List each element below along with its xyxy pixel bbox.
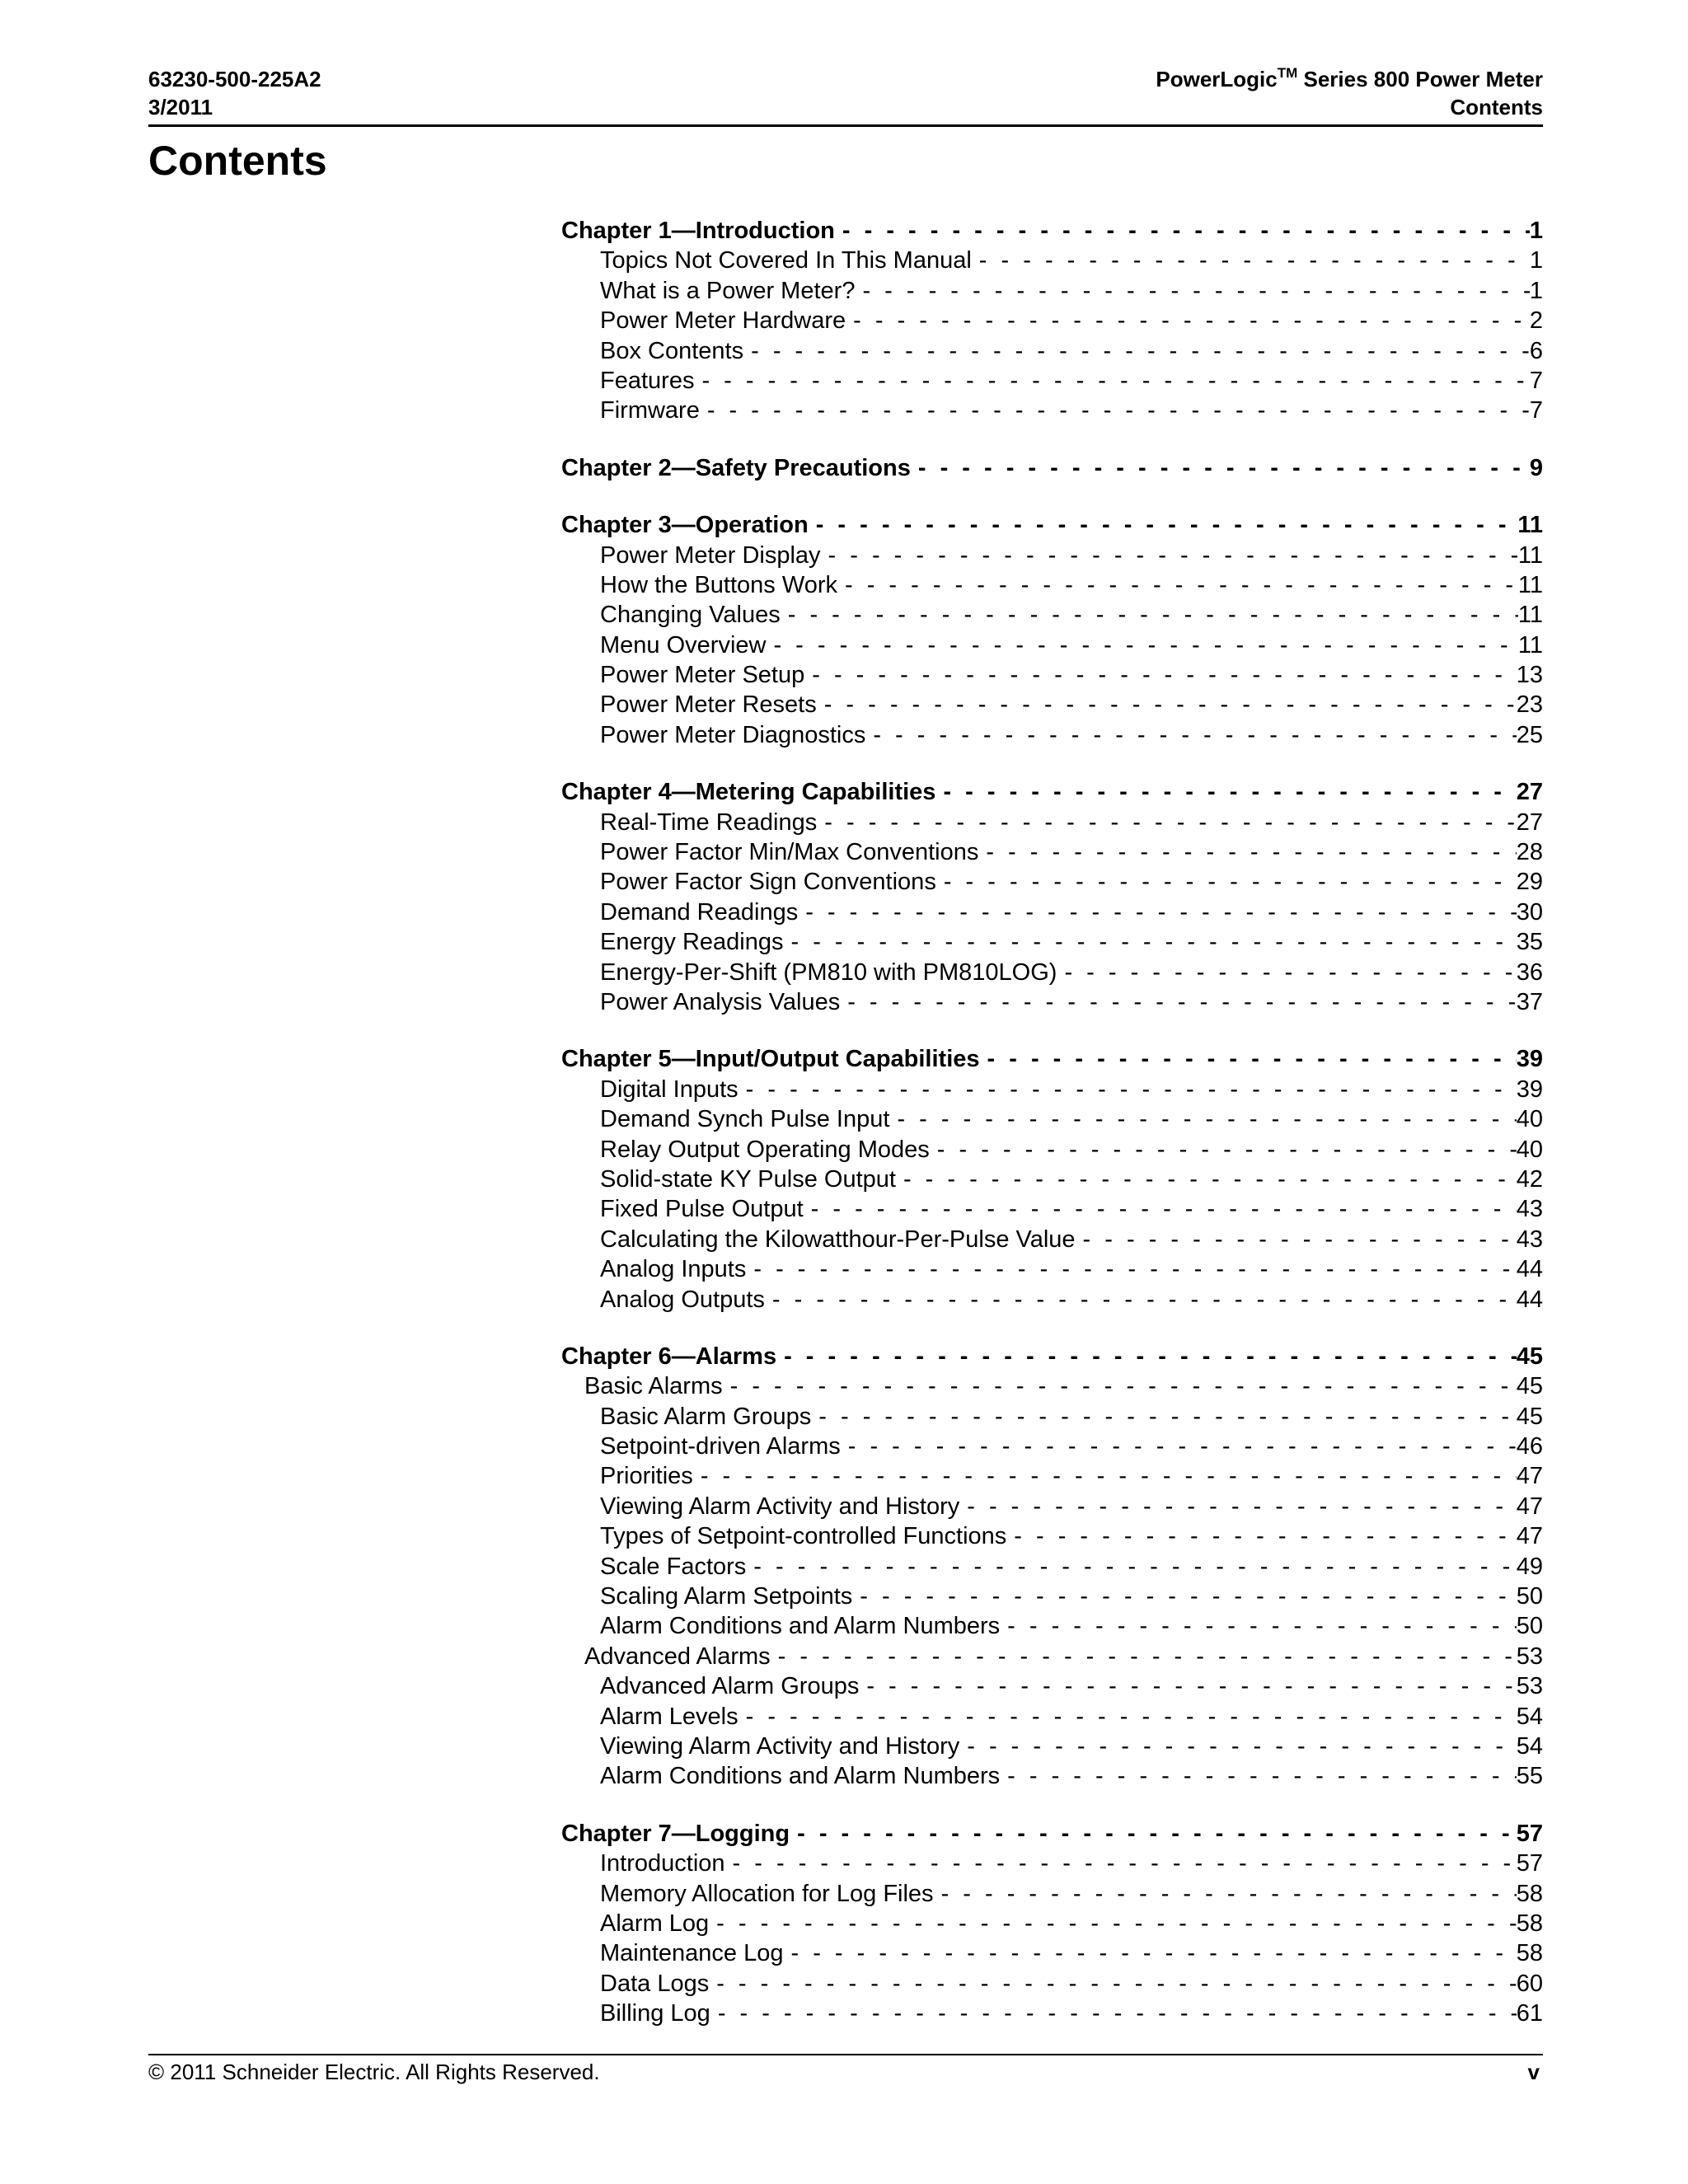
toc-entry-label: Changing Values [600, 602, 781, 629]
toc-entry-link[interactable] [561, 1879, 1543, 1909]
toc-page-number: 1 [1529, 247, 1543, 274]
toc-entry-link[interactable] [561, 1999, 1543, 2028]
toc-page-number: 29 [1516, 869, 1543, 896]
toc-page-number: 47 [1516, 1493, 1543, 1520]
toc-entry-link[interactable] [561, 1492, 1543, 1521]
toc-entry-link[interactable] [561, 396, 1543, 425]
toc-dot-leader [1006, 1521, 1516, 1551]
toc-dot-leader [935, 777, 1516, 807]
toc-dot-leader [804, 1194, 1517, 1224]
toc-page-number: 11 [1517, 631, 1543, 658]
toc-dot-leader [798, 898, 1517, 927]
toc-entry-link[interactable] [561, 570, 1543, 600]
toc-page-number: 45 [1516, 1373, 1543, 1400]
toc-dot-leader [1000, 1761, 1517, 1791]
toc-chapter-link[interactable] [561, 1044, 1543, 1074]
toc-dot-leader [725, 1849, 1517, 1878]
toc-page-number: 53 [1516, 1643, 1543, 1670]
toc-dot-leader [889, 1104, 1516, 1134]
toc-entry-label: Alarm Levels [600, 1703, 738, 1730]
toc-page-number: 11 [1517, 512, 1543, 539]
toc-entry-label: Power Factor Sign Conventions [600, 869, 936, 896]
toc-dot-leader [723, 1371, 1517, 1401]
toc-entry-link[interactable] [561, 1461, 1543, 1491]
doc-number: 63230-500-225A2 [148, 67, 321, 91]
toc-page-number: 49 [1516, 1553, 1543, 1580]
toc-chapter-link[interactable] [561, 510, 1543, 540]
toc-entry-link[interactable] [561, 1671, 1543, 1701]
toc-dot-leader [1057, 958, 1516, 987]
toc-entry-link[interactable] [561, 808, 1543, 837]
toc-entry-link[interactable] [561, 1909, 1543, 1938]
toc-dot-leader [972, 246, 1530, 275]
toc-dot-leader [837, 570, 1518, 600]
toc-page-number: 43 [1516, 1226, 1543, 1253]
toc-entry-label: Priorities [600, 1463, 693, 1490]
toc-dot-leader [765, 1285, 1517, 1315]
toc-page-number: 44 [1516, 1286, 1543, 1313]
toc-entry-label: Chapter 5—Input/Output Capabilities [561, 1046, 980, 1073]
toc-dot-leader [1000, 1611, 1517, 1641]
copyright-notice: © 2011 Schneider Electric. All Rights Reserved. [148, 2060, 600, 2084]
toc-dot-leader [783, 927, 1516, 957]
toc-dot-leader [852, 1582, 1516, 1611]
toc-entry-label: Chapter 3—Operation [561, 512, 809, 539]
toc-page-number: 28 [1516, 839, 1543, 866]
toc-page-number: 58 [1516, 1940, 1543, 1967]
toc-dot-leader [738, 1702, 1517, 1732]
toc-entry-link[interactable] [561, 867, 1543, 897]
toc-dot-leader [746, 1552, 1516, 1582]
toc-entry-link[interactable] [561, 1254, 1543, 1284]
toc-dot-leader [709, 1909, 1517, 1938]
toc-entry-link[interactable] [561, 1135, 1543, 1165]
toc-entry-link[interactable] [561, 600, 1543, 630]
toc-entry-link[interactable] [561, 246, 1543, 275]
toc-dot-leader [896, 1165, 1517, 1194]
toc-page-number: 46 [1516, 1433, 1543, 1460]
toc-page-number: 1 [1529, 218, 1543, 244]
toc-entry-link[interactable] [561, 1582, 1543, 1611]
toc-entry-label: Alarm Conditions and Alarm Numbers [600, 1763, 1001, 1790]
product-name: PowerLogic [1156, 67, 1278, 91]
toc-page-number: 23 [1516, 691, 1543, 719]
toc-page-number: 9 [1529, 454, 1543, 481]
toc-entry-link[interactable] [561, 1761, 1543, 1791]
toc-entry-label: Demand Synch Pulse Input [600, 1106, 890, 1133]
toc-entry-label: Viewing Alarm Activity and History [600, 1493, 960, 1520]
toc-dot-leader [978, 837, 1516, 867]
toc-entry-label: Solid-state KY Pulse Output [600, 1165, 896, 1193]
toc-entry-label: Analog Inputs [600, 1256, 747, 1283]
toc-entry-label: Billing Log [600, 2000, 710, 2027]
toc-entry-label: Alarm Conditions and Alarm Numbers [600, 1613, 1001, 1640]
toc-entry-label: Power Meter Display [600, 541, 821, 569]
toc-page-number: 39 [1516, 1076, 1543, 1103]
toc-page-number: 36 [1516, 958, 1543, 986]
toc-page-number: 45 [1516, 1403, 1543, 1430]
toc-dot-leader [936, 867, 1517, 897]
toc-entry-label: Power Factor Min/Max Conventions [600, 839, 979, 866]
toc-entry-label: Power Meter Setup [600, 662, 805, 689]
toc-page-number: 50 [1516, 1613, 1543, 1640]
toc-entry-link[interactable] [561, 1732, 1543, 1761]
toc-entry-label: How the Buttons Work [600, 571, 837, 598]
toc-dot-leader [804, 660, 1517, 690]
toc-entry-link[interactable] [561, 1285, 1543, 1315]
toc-entry-link[interactable] [561, 630, 1543, 660]
toc-dot-leader [855, 276, 1529, 306]
toc-entry-link[interactable] [561, 1371, 1543, 1401]
toc-entry-label: Advanced Alarms [584, 1643, 771, 1670]
toc-entry-label: Power Meter Hardware [600, 307, 846, 335]
toc-entry-label: Energy Readings [600, 929, 784, 956]
toc-dot-leader [846, 306, 1530, 335]
toc-page-number: 58 [1516, 1880, 1543, 1907]
toc-page-number: 27 [1516, 808, 1543, 836]
toc-entry-label: Alarm Log [600, 1910, 710, 1937]
toc-entry-label: Chapter 2—Safety Precautions [561, 454, 911, 481]
toc-dot-leader [959, 1492, 1516, 1521]
toc-entry-label: Scaling Alarm Setpoints [600, 1583, 853, 1610]
toc-entry-link[interactable] [561, 1104, 1543, 1134]
toc-dot-leader [934, 1879, 1517, 1909]
toc-page-number: 11 [1517, 571, 1543, 598]
toc-page-number: 7 [1529, 397, 1543, 424]
toc-entry-link[interactable] [561, 958, 1543, 987]
toc-entry-label: Chapter 1—Introduction [561, 218, 835, 244]
toc-entry-link[interactable] [561, 541, 1543, 570]
toc-dot-leader [709, 1969, 1517, 1999]
toc-dot-leader [865, 720, 1516, 750]
toc-entry-label: Chapter 6—Alarms [561, 1343, 777, 1370]
toc-page-number: 57 [1516, 1820, 1543, 1847]
toc-entry-link[interactable] [561, 1849, 1543, 1878]
toc-page-number: 54 [1516, 1703, 1543, 1730]
toc-entry-label: Chapter 7—Logging [561, 1820, 790, 1847]
toc-entry-link[interactable] [561, 1521, 1543, 1551]
toc-entry-link[interactable] [561, 1432, 1543, 1461]
toc-dot-leader [710, 1999, 1517, 2028]
toc-dot-leader [980, 1044, 1517, 1074]
toc-entry-label: Topics Not Covered In This Manual [600, 247, 972, 274]
toc-dot-leader [841, 1432, 1517, 1461]
toc-page-number: 13 [1516, 662, 1543, 689]
page-number: v [1527, 2060, 1540, 2084]
toc-chapter-link[interactable] [561, 777, 1543, 807]
toc-page-number: 50 [1516, 1583, 1543, 1610]
toc-page-number: 47 [1516, 1523, 1543, 1550]
toc-chapter-link[interactable] [561, 216, 1543, 246]
page-title: Contents [148, 138, 327, 184]
toc-dot-leader [930, 1135, 1517, 1165]
header-left [148, 65, 321, 121]
table-of-contents [561, 216, 1543, 2028]
toc-entry-label: Power Analysis Values [600, 988, 841, 1015]
toc-page-number: 35 [1516, 929, 1543, 956]
toc-entry-link[interactable] [561, 276, 1543, 306]
toc-entry-link[interactable] [561, 1165, 1543, 1194]
toc-dot-leader [700, 396, 1530, 425]
toc-entry-label: Firmware [600, 397, 700, 424]
toc-page-number: 1 [1529, 277, 1543, 304]
toc-entry-link[interactable] [561, 690, 1543, 719]
product-suffix: Series 800 Power Meter [1297, 67, 1543, 91]
toc-entry-link[interactable] [561, 898, 1543, 927]
toc-chapter-link[interactable] [561, 1342, 1543, 1371]
toc-page-number: 40 [1516, 1136, 1543, 1163]
toc-entry-label: Real-Time Readings [600, 808, 818, 836]
toc-entry-label: Basic Alarm Groups [600, 1403, 812, 1430]
toc-dot-leader [776, 1342, 1517, 1371]
toc-entry-label: Analog Outputs [600, 1286, 765, 1313]
header-right [1156, 65, 1543, 121]
toc-dot-leader [835, 216, 1530, 246]
toc-entry-label: Box Contents [600, 337, 744, 364]
toc-page-number: 44 [1516, 1256, 1543, 1283]
footer-divider [148, 2054, 1543, 2055]
toc-page-number: 43 [1516, 1196, 1543, 1223]
toc-entry-link[interactable] [561, 1225, 1543, 1254]
toc-dot-leader [817, 690, 1517, 719]
toc-page-number: 54 [1516, 1732, 1543, 1760]
toc-entry-label: Setpoint-driven Alarms [600, 1433, 841, 1460]
section-name: Contents [1450, 95, 1543, 120]
toc-entry-label: Basic Alarms [584, 1373, 723, 1400]
toc-entry-link[interactable] [561, 306, 1543, 335]
toc-entry-label: Advanced Alarm Groups [600, 1673, 860, 1700]
toc-page-number: 57 [1516, 1850, 1543, 1877]
toc-dot-leader [790, 1819, 1517, 1849]
toc-page-number: 27 [1516, 779, 1543, 806]
toc-page-number: 60 [1516, 1970, 1543, 1997]
toc-dot-leader [859, 1671, 1516, 1701]
toc-page-number: 2 [1529, 307, 1543, 335]
toc-chapter-link[interactable] [561, 453, 1543, 483]
toc-dot-leader [766, 630, 1517, 660]
toc-dot-leader [959, 1732, 1516, 1761]
toc-entry-link[interactable] [561, 1075, 1543, 1104]
toc-chapter-link[interactable] [561, 1819, 1543, 1849]
doc-date: 3/2011 [148, 95, 213, 120]
toc-dot-leader [811, 1402, 1516, 1432]
toc-entry-label: Data Logs [600, 1970, 710, 1997]
toc-page-number: 6 [1529, 337, 1543, 364]
toc-entry-label: What is a Power Meter? [600, 277, 856, 304]
toc-entry-link[interactable] [561, 1938, 1543, 1968]
toc-page-number: 25 [1516, 721, 1543, 748]
toc-entry-link[interactable] [561, 1552, 1543, 1582]
toc-page-number: 39 [1516, 1046, 1543, 1073]
toc-dot-leader [781, 600, 1518, 630]
toc-page-number: 47 [1516, 1463, 1543, 1490]
toc-dot-leader [694, 366, 1529, 396]
toc-entry-link[interactable] [561, 660, 1543, 690]
toc-entry-link[interactable] [561, 837, 1543, 867]
toc-dot-leader [911, 453, 1530, 483]
toc-entry-label: Maintenance Log [600, 1940, 784, 1967]
toc-entry-link[interactable] [561, 1194, 1543, 1224]
toc-page-number: 58 [1516, 1910, 1543, 1937]
toc-dot-leader [821, 541, 1518, 570]
toc-page-number: 55 [1516, 1763, 1543, 1790]
toc-entry-label: Scale Factors [600, 1553, 747, 1580]
toc-entry-link[interactable] [561, 1402, 1543, 1432]
product-title [1156, 65, 1543, 93]
toc-entry-link[interactable] [561, 1642, 1543, 1671]
toc-entry-link[interactable] [561, 720, 1543, 750]
toc-entry-label: Introduction [600, 1850, 725, 1877]
toc-entry-label: Viewing Alarm Activity and History [600, 1732, 960, 1760]
toc-dot-leader [1076, 1225, 1517, 1254]
toc-entry-label: Power Meter Resets [600, 691, 817, 719]
toc-entry-label: Types of Setpoint-controlled Functions [600, 1523, 1007, 1550]
toc-page-number: 45 [1516, 1343, 1543, 1370]
toc-page-number: 11 [1517, 541, 1543, 569]
toc-entry-label: Calculating the Kilowatthour-Per-Pulse Value [600, 1226, 1076, 1253]
toc-entry-label: Menu Overview [600, 631, 767, 658]
toc-dot-leader [693, 1461, 1517, 1491]
header-divider [148, 124, 1543, 127]
toc-entry-link[interactable] [561, 987, 1543, 1017]
toc-page-number: 30 [1516, 898, 1543, 926]
toc-entry-link[interactable] [561, 1611, 1543, 1641]
toc-page-number: 53 [1516, 1673, 1543, 1700]
toc-dot-leader [738, 1075, 1517, 1104]
toc-dot-leader [784, 1938, 1517, 1968]
trademark-mark: TM [1277, 65, 1298, 81]
toc-page-number: 11 [1517, 602, 1543, 629]
toc-entry-link[interactable] [561, 1702, 1543, 1732]
toc-entry-label: Digital Inputs [600, 1076, 738, 1103]
toc-dot-leader [771, 1642, 1517, 1671]
toc-entry-label: Chapter 4—Metering Capabilities [561, 779, 936, 806]
toc-entry-link[interactable] [561, 927, 1543, 957]
toc-entry-label: Energy-Per-Shift (PM810 with PM810LOG) [600, 958, 1057, 986]
toc-page-number: 37 [1516, 988, 1543, 1015]
toc-entry-label: Memory Allocation for Log Files [600, 1880, 934, 1907]
toc-entry-link[interactable] [561, 366, 1543, 396]
toc-entry-link[interactable] [561, 1969, 1543, 1999]
toc-entry-label: Fixed Pulse Output [600, 1196, 804, 1223]
toc-dot-leader [746, 1254, 1516, 1284]
toc-dot-leader [809, 510, 1518, 540]
toc-entry-link[interactable] [561, 336, 1543, 366]
toc-entry-label: Demand Readings [600, 898, 799, 926]
toc-entry-label: Features [600, 367, 695, 394]
toc-page-number: 7 [1529, 367, 1543, 394]
toc-page-number: 61 [1516, 2000, 1543, 2027]
toc-entry-label: Relay Output Operating Modes [600, 1136, 930, 1163]
toc-dot-leader [743, 336, 1530, 366]
toc-dot-leader [817, 808, 1516, 837]
toc-dot-leader [840, 987, 1517, 1017]
toc-entry-label: Power Meter Diagnostics [600, 721, 866, 748]
toc-page-number: 40 [1516, 1106, 1543, 1133]
toc-page-number: 42 [1516, 1165, 1543, 1193]
